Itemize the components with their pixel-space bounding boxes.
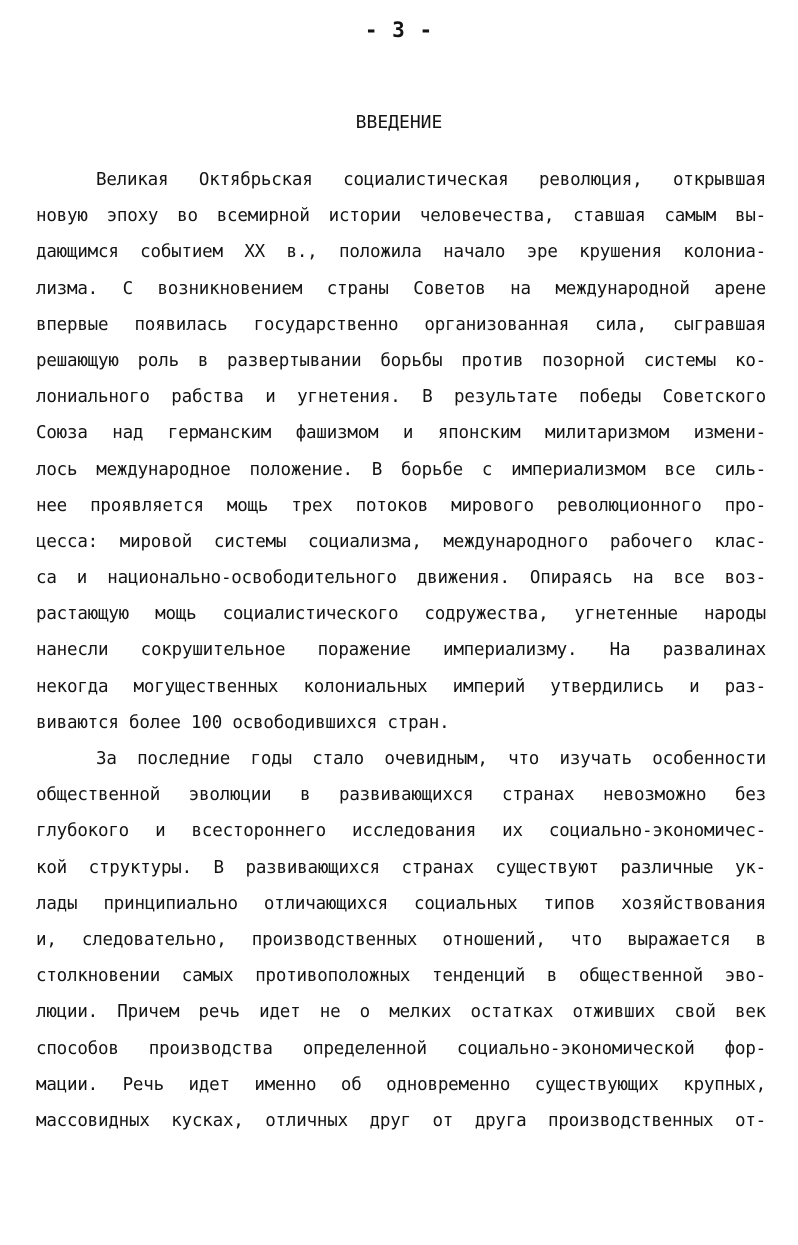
text-line: впервые появилась государственно организованная сила, сыгравшая (36, 314, 766, 335)
text-line: общественной эволюции в развивающихся странах невозможно без (36, 785, 766, 806)
text-line: и, следовательно, производственных отношений, что выражается в (36, 929, 766, 950)
text-line: решающую роль в развертывании борьбы против позорной системы ко- (36, 350, 766, 371)
text-line: цесса: мировой системы социализма, международного рабочего клас- (36, 531, 766, 552)
paragraph (36, 741, 766, 1139)
section-heading: ВВЕДЕНИЕ (355, 112, 443, 133)
page-number: - 3 - (364, 18, 434, 42)
text-line: виваются более 100 освободившихся стран. (36, 712, 450, 733)
text-line: нее проявляется мощь трех потоков мирового революционного про- (36, 495, 766, 516)
text-line: массовидных кусках, отличных друг от друга производственных от- (36, 1110, 766, 1131)
paragraph (36, 162, 766, 741)
text-line: Союза над германским фашизмом и японским милитаризмом измени- (36, 423, 766, 444)
text-line: кой структуры. В развивающихся странах существуют различные ук- (36, 857, 766, 878)
text-line: лизма. С возникновением страны Советов на международной арене (36, 278, 766, 299)
text-line: способов производства определенной социально-экономической фор- (36, 1038, 766, 1059)
text-line: лады принципиально отличающихся социальных типов хозяйствования (36, 893, 766, 914)
text-line: нанесли сокрушительное поражение империализму. На развалинах (36, 640, 766, 661)
text-line: са и национально-освободительного движения. Опираясь на все воз- (36, 568, 766, 589)
text-line: Великая Октябрьская социалистическая революция, открывшая (96, 170, 766, 190)
text-line: люции. Причем речь идет не о мелких остатках отживших свой век (36, 1002, 766, 1023)
text-line: новую эпоху во всемирной истории человечества, ставшая самым вы- (36, 206, 766, 227)
text-line: мации. Речь идет именно об одновременно существующих крупных, (36, 1074, 766, 1095)
text-line: лось международное положение. В борьбе с империализмом все силь- (36, 459, 766, 480)
body-text (36, 162, 766, 1139)
text-line: лониального рабства и угнетения. В результате победы Советского (36, 387, 766, 408)
text-line: глубокого и всестороннего исследования их социально-экономичес- (36, 821, 766, 842)
text-line: столкновении самых противоположных тенденций в общественной эво- (36, 966, 766, 987)
text-line: дающимся событием XX в., положила начало эре крушения колониа- (36, 242, 766, 263)
text-line: растающую мощь социалистического содружества, угнетенные народы (36, 604, 766, 625)
text-line: некогда могущественных колониальных империй утвердились и раз- (36, 676, 766, 697)
text-line: За последние годы стало очевидным, что изучать особенности (96, 749, 766, 769)
